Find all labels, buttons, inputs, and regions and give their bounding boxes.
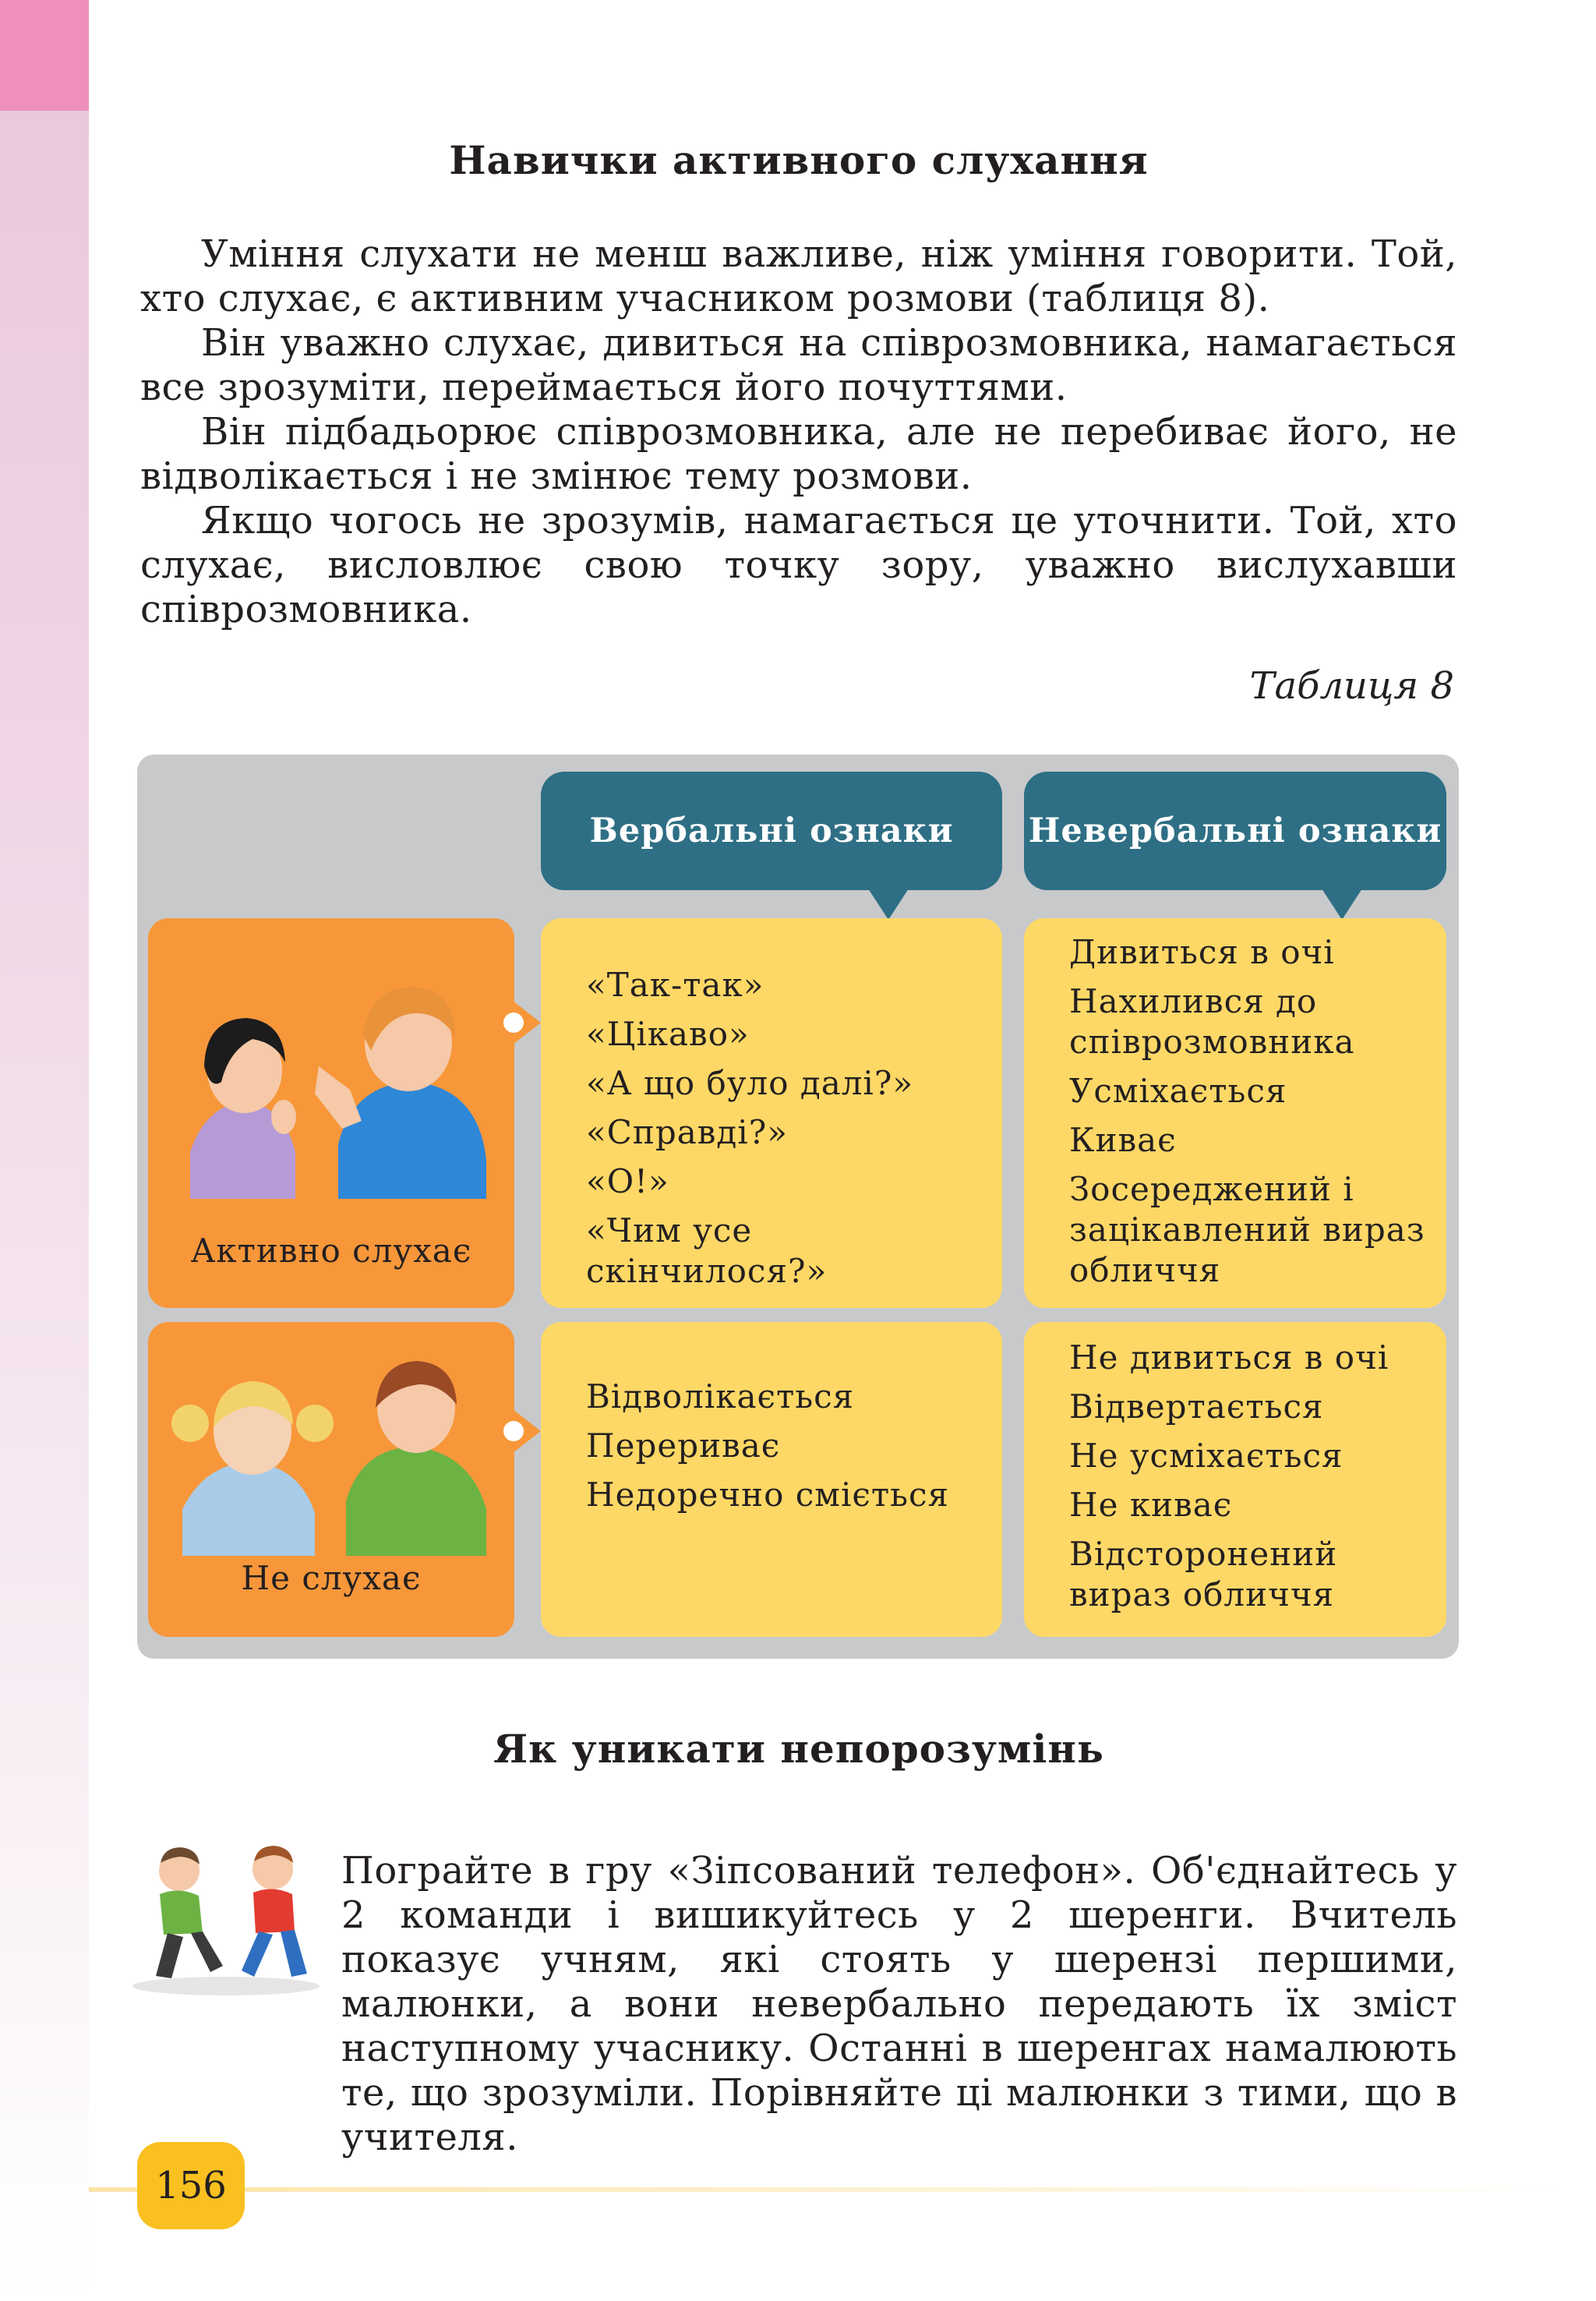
chapter-tab xyxy=(0,0,89,111)
row2-verbal-list xyxy=(586,1377,987,1515)
paragraph-1: Уміння слухати не менш важливе, ніж уміння говорити. Той, хто слухає, є активним учасником розмови (таблиця 8). xyxy=(140,232,1457,320)
row-label-active-text: Активно слухає xyxy=(190,1232,472,1270)
list-item: Дивиться в очі xyxy=(1069,933,1335,971)
list-item: Киває xyxy=(1069,1121,1177,1159)
list-item: «Чим усе скінчилося?» xyxy=(586,1211,828,1290)
header-verbal-label: Вербальні ознаки xyxy=(589,811,954,850)
list-item: «Так-так» xyxy=(586,966,764,1004)
listening-signs-table xyxy=(137,755,1459,1659)
list-item: Нахилився до співрозмовника xyxy=(1069,982,1355,1061)
paragraph-3: Він підбадьорює співрозмовника, але не перебиває його, не відволікається і не змінює тему розмови. xyxy=(140,410,1457,498)
list-item: Недоречно сміється xyxy=(586,1476,950,1514)
row2-nonverbal-cell xyxy=(1024,1322,1446,1637)
paragraph-4: Якщо чогось не зрозумів, намагається це уточнити. Той, хто слухає, висловлює свою точку зору, уважно вислухавши співрозмовника. xyxy=(140,499,1457,631)
row1-verbal-cell xyxy=(541,918,1002,1308)
row2-verbal-cell xyxy=(541,1322,1002,1637)
list-item: «А що було далі?» xyxy=(586,1064,914,1102)
header-verbal xyxy=(541,772,1002,890)
header-nonverbal xyxy=(1024,772,1446,890)
list-item: Усміхається xyxy=(1069,1072,1287,1110)
row-label-not-listening-text: Не слухає xyxy=(241,1559,422,1597)
row1-verbal-list xyxy=(586,965,987,1292)
row1-nonverbal-cell xyxy=(1024,918,1446,1308)
row-label-not-listening xyxy=(148,1322,514,1637)
page-number: 156 xyxy=(137,2142,245,2229)
list-item: «Справді?» xyxy=(586,1113,788,1151)
children-not-listening-illustration xyxy=(159,1353,502,1556)
list-item: «Цікаво» xyxy=(586,1015,750,1053)
row2-nonverbal-list xyxy=(1069,1338,1431,1624)
paragraph-2: Він уважно слухає, дивиться на співрозмовника, намагається все зрозуміти, переймається його почуттями. xyxy=(140,321,1457,409)
table-caption: Таблиця 8 xyxy=(1249,664,1454,708)
list-item: Зосереджений і зацікавлений вираз обличчя xyxy=(1069,1170,1425,1289)
list-item: Не дивиться в очі xyxy=(1069,1338,1389,1377)
list-item: Відволікається xyxy=(586,1377,855,1416)
list-item: Не киває xyxy=(1069,1486,1233,1524)
list-item: Відвертається xyxy=(1069,1387,1324,1426)
list-item: Відсторонений вираз обличчя xyxy=(1069,1535,1338,1614)
row1-nonverbal-list xyxy=(1069,932,1431,1299)
header-nonverbal-label: Невербальні ознаки xyxy=(1028,811,1442,850)
row-label-active xyxy=(148,918,514,1308)
list-item: «О!» xyxy=(586,1162,669,1200)
list-item: Перериває xyxy=(586,1426,781,1465)
section-title-misunderstandings: Як уникати непорозумінь xyxy=(493,1726,1104,1772)
game-icon xyxy=(125,1840,327,1995)
list-item: Не усміхається xyxy=(1069,1437,1344,1475)
side-band xyxy=(0,0,89,2301)
page-number-line xyxy=(89,2187,1570,2192)
game-paragraph: Пограйте в гру «Зіпсований телефон». Об'єднайтесь у 2 команди і вишикуйтесь у 2 шеренги. Вчитель показує учням, які стоять у шерензі першими, малюнки, а вони невербально передають їх зміст наступному учаснику. Останні в шеренгах намалюють те, що зрозуміли. Порівняйте ці малюнки з тими, що в учителя. xyxy=(341,1849,1457,2159)
section-title-active-listening: Навички активного слухання xyxy=(449,137,1149,183)
children-talking-illustration xyxy=(159,965,502,1199)
